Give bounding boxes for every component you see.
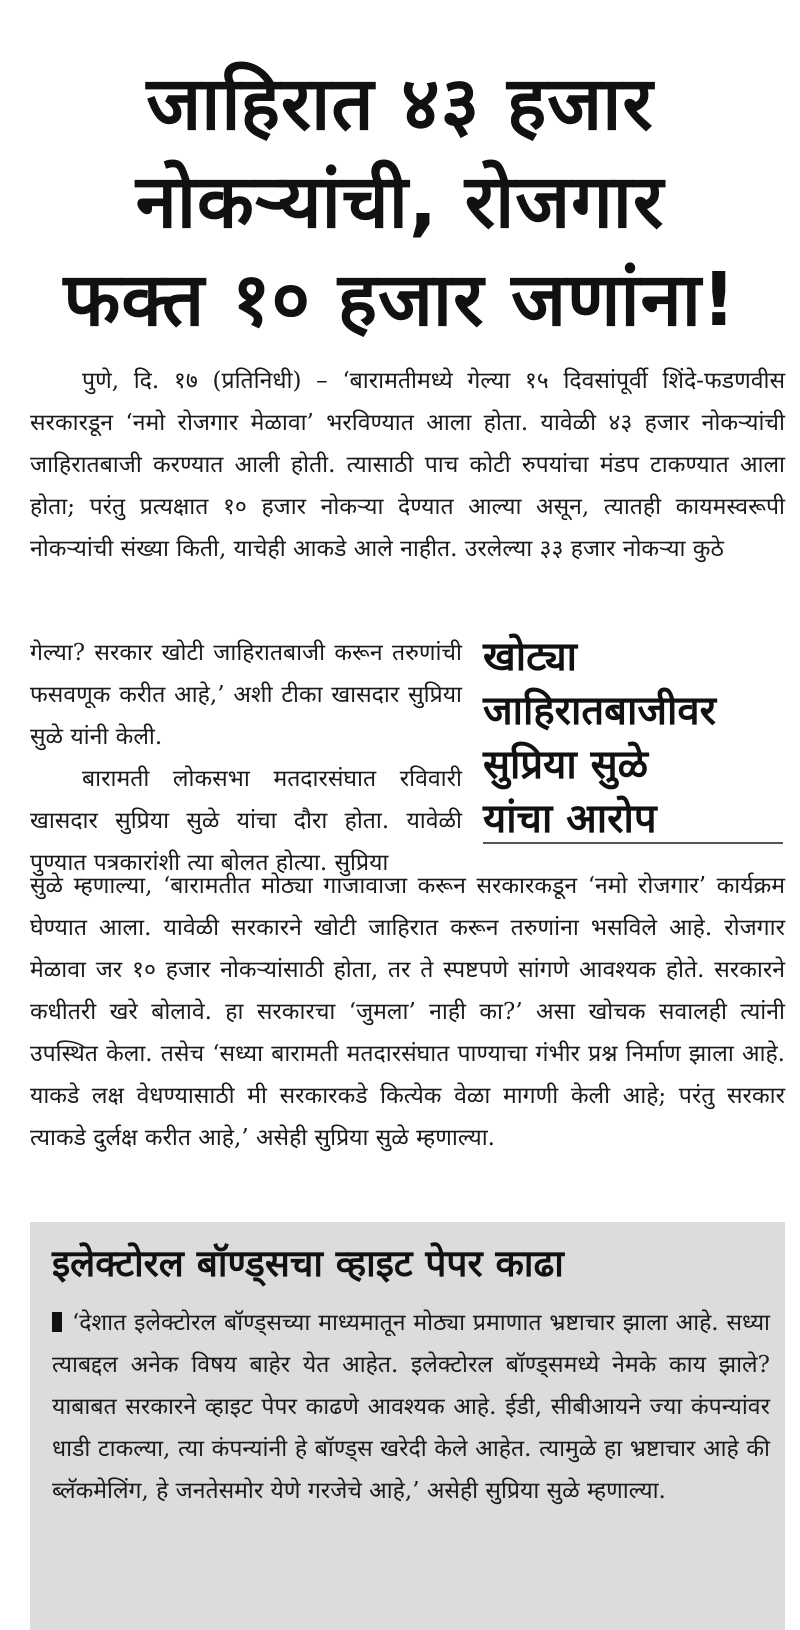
- sidebar-line-2: जाहिरातबाजीवर: [483, 688, 716, 734]
- headline-line-3: फक्त १० हजार जणांना!: [63, 257, 737, 343]
- sidebar-line-1: खोट्या: [483, 634, 578, 680]
- article-paragraph-2: सुळे म्हणाल्या, ‘बारामतीत मोठ्या गाजावाजा करून सरकारकडून ‘नमो रोजगार’ कार्यक्रम घेण्यात आला. यावेळी सरकारने खोटी जाहिरात करून तरुणांना भसविले आहे. रोजगार मेळावा जर १० हजार नोकऱ्यांसाठी होता, तर ते स्पष्टपणे सांगणे आवश्यक होते. सरकारने कधीतरी खरे बोलावे. हा सरकारचा ‘जुमला’ नाही का?’ असा खोचक सवालही त्यांनी उपस्थित केला. तसेच ‘सध्या बारामती मतदारसंघात पाण्याचा गंभीर प्रश्न निर्माण झाला आहे. याकडे लक्ष वेधण्यासाठी मी सरकारकडे कित्येक वेळा मागणी केली आहे; परंतु सरकार त्याकडे दुर्लक्ष करीत आहे,’ असेही सुप्रिया सुळे म्हणाल्या.: [30, 873, 785, 1151]
- article-left-column-b-text: बारामती लोकसभा मतदारसंघात रविवारी खासदार सुप्रिया सुळे यांचा दौरा होता. यावेळी पुण्यात पत्रकारांशी त्या बोलत होत्या. सुप्रिया: [30, 766, 462, 876]
- headline-line-2: नोकऱ्यांची, रोजगार: [135, 159, 665, 245]
- article-left-column-a: गेल्या? सरकार खोटी जाहिरातबाजी करून तरुणांची फसवणूक करीत आहे,’ अशी टीका खासदार सुप्रिया सुळे यांनी केली.: [30, 640, 462, 750]
- article-left-column: [30, 632, 462, 884]
- bullet-icon: [52, 1312, 62, 1332]
- box-text: [52, 1302, 770, 1512]
- box-text-content: ‘देशात इलेक्टोरल बॉण्ड्सच्या माध्यमातून मोठ्या प्रमाणात भ्रष्टाचार झाला आहे. सध्या त्याबद्दल अनेक विषय बाहेर येत आहेत. इलेक्टोरल बॉण्ड्समध्ये नेमके काय झाले? याबाबत सरकारने व्हाइट पेपर काढणे आवश्यक आहे. ईडी, सीबीआयने ज्या कंपन्यांवर धाडी टाकल्या, त्या कंपन्यांनी हे बॉण्ड्स खरेदी केले आहेत. त्यामुळे हा भ्रष्टाचार आहे की ब्लॅकमेलिंग, हे जनतेसमोर येणे गरजेचे आहे,’ असेही सुप्रिया सुळे म्हणाल्या.: [52, 1310, 770, 1504]
- article-paragraph-1-text: पुणे, दि. १७ (प्रतिनिधी) – ‘बारामतीमध्ये गेल्या १५ दिवसांपूर्वी शिंदे-फडणवीस सरकारडून ‘नमो रोजगार मेळावा’ भरविण्यात आला होता. यावेळी ४३ हजार नोकऱ्यांची जाहिरातबाजी करण्यात आली होती. त्यासाठी पाच कोटी रुपयांचा मंडप टाकण्यात आला होता; परंतु प्रत्यक्षात १० हजार नोकऱ्या देण्यात आल्या असून, त्यातही कायमस्वरूपी नोकऱ्यांची संख्या किती, याचेही आकडे आले नाहीत. उरलेल्या ३३ हजार नोकऱ्या कुठे: [30, 368, 785, 562]
- box-title: इलेक्टोरल बॉण्ड्सचा व्हाइट पेपर काढा: [52, 1242, 564, 1285]
- boxed-section: [30, 1222, 785, 1630]
- sidebar-divider: [483, 842, 783, 844]
- sidebar-line-3: सुप्रिया सुळे: [483, 742, 649, 788]
- sidebar-subheading: [483, 630, 783, 846]
- article-paragraph-1: [30, 360, 785, 570]
- sidebar-line-4: यांचा आरोप: [483, 796, 657, 842]
- headline: [0, 55, 800, 349]
- headline-line-1: जाहिरात ४३ हजार: [146, 61, 654, 147]
